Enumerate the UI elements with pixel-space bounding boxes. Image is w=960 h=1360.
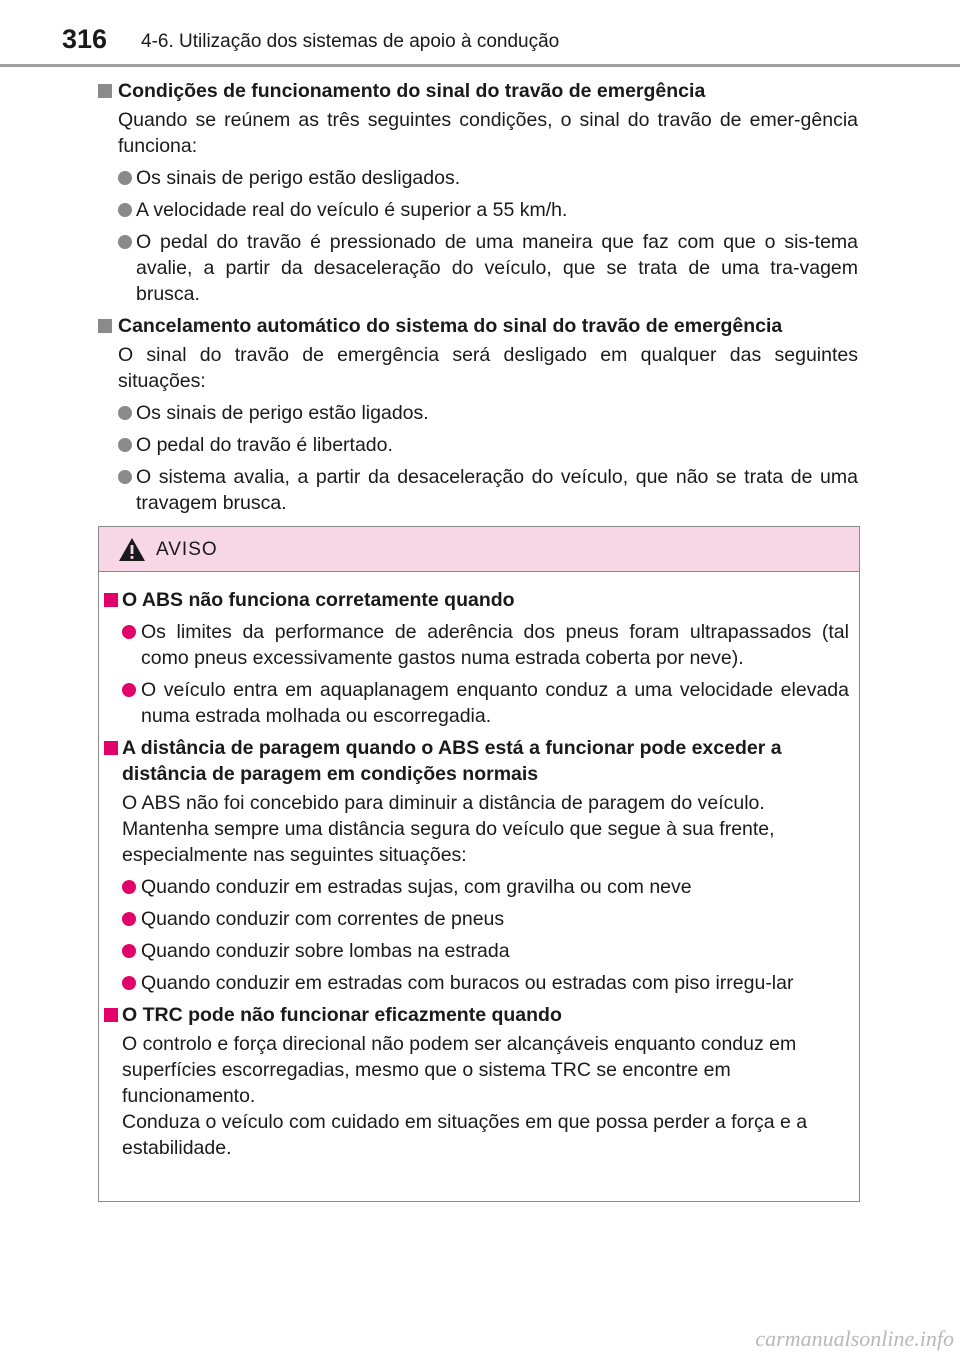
- round-bullet-icon: [118, 438, 132, 452]
- round-bullet-icon: [122, 880, 136, 894]
- list-item-text: Os sinais de perigo estão desligados.: [136, 167, 461, 189]
- round-bullet-icon: [122, 683, 136, 697]
- warning-section-heading: [104, 587, 849, 613]
- round-bullet-icon: [122, 912, 136, 926]
- round-bullet-icon: [118, 235, 132, 249]
- list-item-text: O sistema avalia, a partir da desaceleração do veículo, que não se trata de uma travagem brusca.: [136, 466, 858, 514]
- warning-header: [99, 527, 859, 572]
- main-content: [98, 78, 858, 516]
- list-item: [98, 464, 858, 516]
- list-item: [98, 165, 858, 191]
- warning-section-heading: [104, 1002, 849, 1028]
- warning-paragraph: Conduza o veículo com cuidado em situações em que possa perder a força e a estabilidade.: [122, 1111, 808, 1159]
- warning-heading-text: A distância de paragem quando o ABS está a funcionar pode exceder a distância de paragem em condições normais: [122, 737, 782, 785]
- list-item-text: A velocidade real do veículo é superior a 55 km/h.: [136, 199, 568, 221]
- watermark: carmanualsonline.info: [755, 1326, 954, 1351]
- list-item: [104, 619, 849, 671]
- page-header: [0, 0, 960, 66]
- round-bullet-icon: [118, 470, 132, 484]
- square-bullet-icon: [104, 1008, 118, 1022]
- warning-heading-text: O TRC pode não funcionar eficazmente quando: [122, 1004, 562, 1026]
- square-bullet-icon: [98, 84, 112, 98]
- list-item: [98, 229, 858, 307]
- list-item-text: Os sinais de perigo estão ligados.: [136, 402, 429, 424]
- chapter-title: 4-6. Utilização dos sistemas de apoio à condução: [141, 31, 560, 52]
- warning-paragraph: O controlo e força direcional não podem ser alcançáveis enquanto conduz em superfícies escorregadias, mesmo que o sistema TRC se encontre em funcionamento.: [122, 1033, 797, 1107]
- round-bullet-icon: [118, 406, 132, 420]
- list-item-text: Quando conduzir sobre lombas na estrada: [141, 940, 510, 962]
- warning-heading-text: O ABS não funciona corretamente quando: [122, 589, 515, 611]
- header-divider: [0, 64, 960, 67]
- warning-paragraph: O ABS não foi concebido para diminuir a distância de paragem do veículo. Mantenha sempre uma distância segura do veículo que segue à sua frente, especialmente nas seguintes situações:: [122, 792, 775, 866]
- list-item: [98, 400, 858, 426]
- list-item: [104, 677, 849, 729]
- square-bullet-icon: [104, 593, 118, 607]
- list-item: [104, 906, 849, 932]
- list-item: [98, 197, 858, 223]
- round-bullet-icon: [122, 625, 136, 639]
- list-item: [104, 938, 849, 964]
- list-item-text: Quando conduzir com correntes de pneus: [141, 908, 505, 930]
- list-item: [104, 970, 849, 996]
- list-item-text: O pedal do travão é pressionado de uma maneira que faz com que o sis-tema avalie, a partir da desaceleração do veículo, que se trata de uma tra-vagem brusca.: [136, 231, 858, 305]
- list-item-text: Quando conduzir em estradas com buracos ou estradas com piso irregu-lar: [141, 972, 794, 994]
- round-bullet-icon: [118, 171, 132, 185]
- section-intro: Quando se reúnem as três seguintes condições, o sinal do travão de emer-gência funciona:: [118, 109, 858, 157]
- warning-title: AVISO: [156, 539, 218, 560]
- warning-body: [99, 587, 857, 1161]
- warning-section-heading: [104, 735, 849, 787]
- list-item-text: O veículo entra em aquaplanagem enquanto conduz a uma velocidade elevada numa estrada molhada ou escorregadia.: [141, 679, 849, 727]
- list-item: [98, 432, 858, 458]
- warning-triangle-icon: [118, 537, 146, 562]
- page-number: 316: [62, 24, 108, 54]
- round-bullet-icon: [118, 203, 132, 217]
- list-item-text: Os limites da performance de aderência dos pneus foram ultrapassados (tal como pneus excessivamente gastos numa estrada coberta por neve).: [141, 621, 849, 669]
- section-intro: O sinal do travão de emergência será desligado em qualquer das seguintes situações:: [118, 344, 858, 392]
- list-item-text: O pedal do travão é libertado.: [136, 434, 393, 456]
- section-heading: [98, 313, 858, 339]
- round-bullet-icon: [122, 976, 136, 990]
- list-item: [104, 874, 849, 900]
- section-heading: [98, 78, 858, 104]
- round-bullet-icon: [122, 944, 136, 958]
- section-heading-text: Cancelamento automático do sistema do sinal do travão de emergência: [118, 315, 783, 337]
- section-heading-text: Condições de funcionamento do sinal do travão de emergência: [118, 80, 706, 102]
- list-item-text: Quando conduzir em estradas sujas, com gravilha ou com neve: [141, 876, 692, 898]
- warning-box: [98, 526, 860, 1202]
- square-bullet-icon: [98, 319, 112, 333]
- square-bullet-icon: [104, 741, 118, 755]
